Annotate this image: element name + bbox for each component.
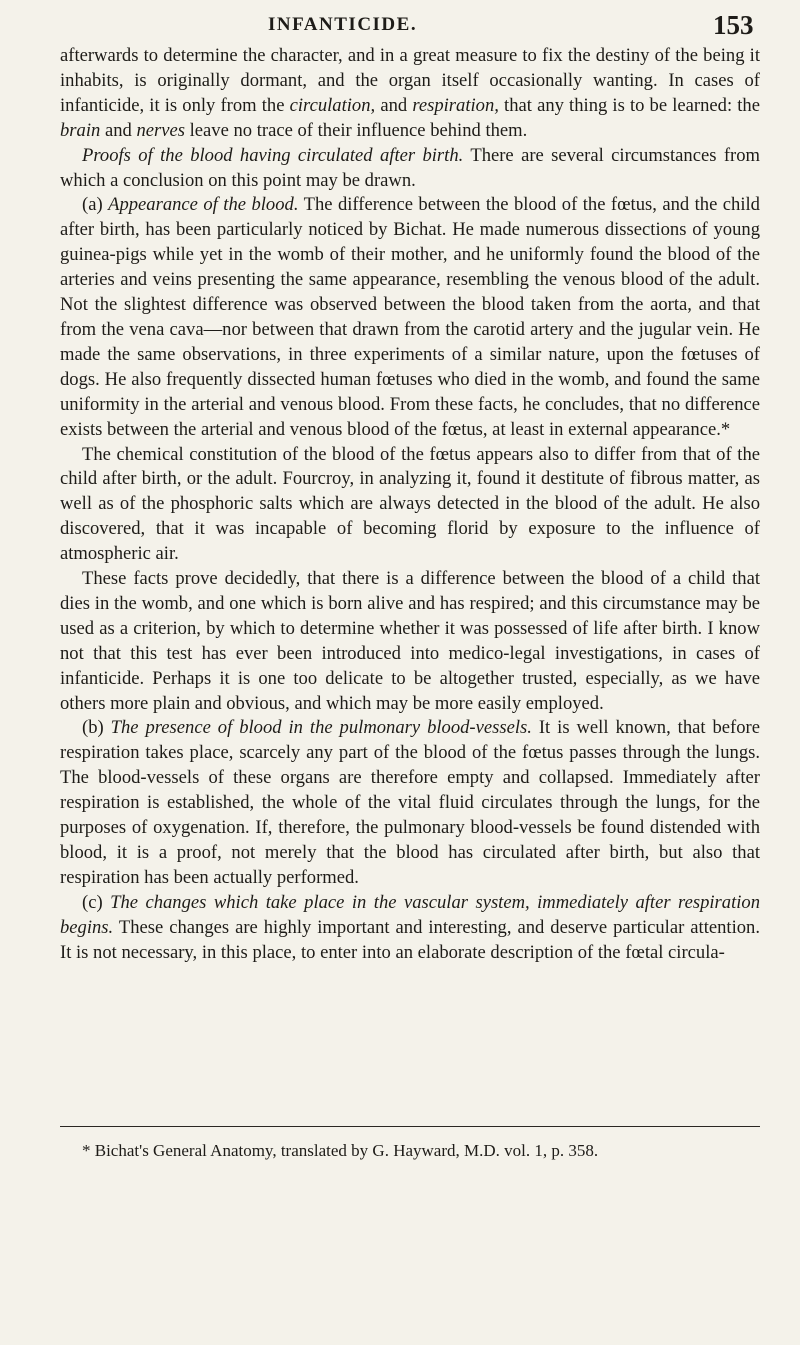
paragraph <box>60 144 760 194</box>
italic-run: circulation, <box>289 94 376 116</box>
paragraph <box>60 443 760 568</box>
body-text <box>60 44 760 966</box>
text-run: and <box>100 119 137 141</box>
text-run: leave no trace of their influence behind them. <box>184 119 528 141</box>
italic-run: Appearance of the blood. <box>108 194 299 216</box>
page-header <box>0 6 800 42</box>
text-run: (c) <box>82 891 111 913</box>
text-run: There are several circumstances from which a conclusion on this point may be drawn. <box>60 144 760 191</box>
page-number: 153 <box>713 10 754 40</box>
footnote-divider <box>60 1126 760 1127</box>
text-run: (a) <box>82 194 109 216</box>
running-title: INFANTICIDE. <box>268 14 418 35</box>
italic-run: brain <box>60 119 101 141</box>
italic-run: respiration, <box>412 94 499 116</box>
text-run: These facts prove decidedly, that there is a difference between the blood of a child that dies in the womb, and one which is born alive and has respired; and this circumstance may be used as a criterion, by which to determine whether it was possessed of life after birth. I know not that this test has ever been introduced into medico-legal investigations, in cases of infanticide. Perhaps it is one too delicate to be altogether trusted, especially, as we have others more plain and obvious, and which may be more easily employed. <box>60 568 760 714</box>
text-run: The chemical constitution of the blood of the fœtus appears also to differ from that of the child after birth, or the adult. Fourcroy, in analyzing it, found it destitute of fibrous matter, as well as of the phosphoric salts which are always detected in the blood of the adult. He also discovered, that it was incapable of becoming florid by exposure to the influence of atmospheric air. <box>60 443 760 565</box>
italic-run: The presence of blood in the pulmonary blood-vessels. <box>110 717 532 739</box>
text-run: These changes are highly important and interesting, and deserve particular attention. It is not necessary, in this place, to enter into an elaborate description of the fœtal circula- <box>60 916 760 963</box>
text-run: The difference between the blood of the fœtus, and the child after birth, has been particularly noticed by Bichat. He made numerous dissections of young guinea-pigs while yet in the womb of their mother, and he uniformly found the blood of the arteries and veins presenting the same appearance, resembling the venous blood of the adult. Not the slightest difference was observed between the blood taken from the aorta, and that from the vena cava—nor between that drawn from the carotid artery and the jugular vein. He made the same observations, in three experiments of a similar nature, upon the fœtuses of dogs. He also frequently dissected human fœtuses who died in the womb, and found the same uniformity in the arterial and venous blood. From these facts, he concludes, that no difference exists between the arterial and venous blood of the fœtus, at least in external appearance.* <box>60 194 760 440</box>
italic-run: The changes which take place in the vascular system, immediately after respiration begins. <box>60 891 760 938</box>
italic-run: nerves <box>136 119 185 141</box>
text-run: and <box>375 94 413 116</box>
paragraph <box>60 567 760 716</box>
text-run: It is well known, that before respiration takes place, scarcely any part of the blood of the fœtus passes through the lungs. The blood-vessels of these organs are therefore empty and collapsed. Immediately after respiration is established, the whole of the vital fluid circulates through the lungs, for the purposes of oxygenation. If, therefore, the pulmonary blood-vessels be found distended with blood, it is a proof, not merely that the blood has circulated after birth, but also that respiration has been actually performed. <box>60 717 760 888</box>
paragraph <box>60 716 760 890</box>
paragraph <box>60 891 760 966</box>
footnote: * Bichat's General Anatomy, translated by G. Hayward, M.D. vol. 1, p. 358. <box>82 1141 599 1160</box>
paragraph <box>60 193 760 442</box>
text-run: afterwards to determine the character, and in a great measure to fix the destiny of the being it inhabits, is originally dormant, and the organ itself occasionally wanting. In cases of infanticide, it is only from the <box>60 45 760 116</box>
paragraph <box>60 44 760 144</box>
text-run: (b) <box>82 717 111 739</box>
text-run: that any thing is to be learned: the <box>498 94 760 116</box>
italic-run: Proofs of the blood having circulated after birth. <box>82 144 464 166</box>
